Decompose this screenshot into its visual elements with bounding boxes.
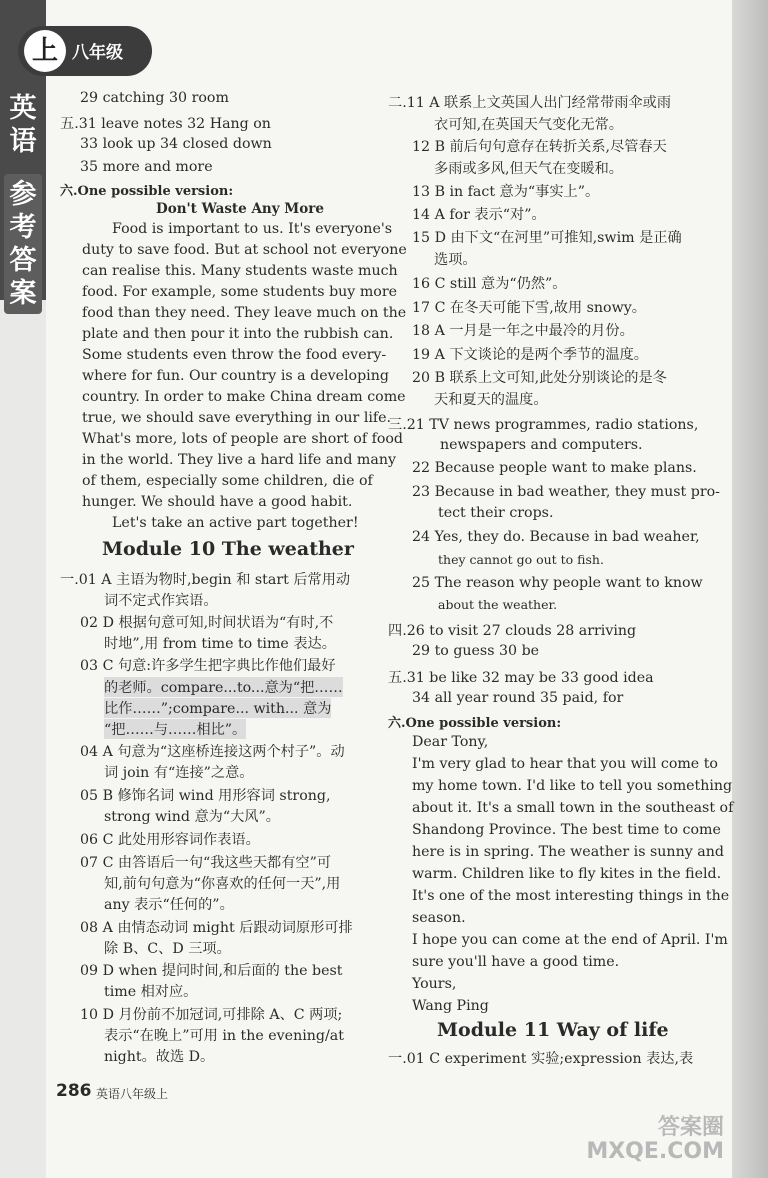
essay-line: Food is important to us. It's everyone's xyxy=(112,221,393,237)
essay-line: Let's take an active part together! xyxy=(112,515,359,531)
letter-line: sure you'll have a good time. xyxy=(412,954,620,970)
letter-line: It's one of the most interesting things in the xyxy=(412,888,730,904)
essay-line: What's more, lots of people are short of food xyxy=(82,431,403,447)
answer-label: 参 考 答 案 xyxy=(4,174,42,314)
letter-line: Yours, xyxy=(412,976,457,992)
essay-line: Some students even throw the food every- xyxy=(82,347,387,363)
answer-line: 12 B 前后句句意存在转折关系,尽管春天 xyxy=(412,139,667,155)
answer-line: tect their crops. xyxy=(438,505,554,521)
essay-line: duty to save food. But at school not everyone xyxy=(82,242,407,258)
answer-line: 词 join 有“连接”之意。 xyxy=(104,765,254,781)
answer-line: 02 D 根据句意可知,时间状语为“有时,不 xyxy=(80,615,334,631)
essay-line: plate and then pour it into the rubbish can. xyxy=(82,326,394,342)
answer-line: “把……与……相比”。 xyxy=(104,719,246,739)
answer-line: 24 Yes, they do. Because in bad weaher, xyxy=(412,529,700,545)
essay-line: country. In order to make China dream come xyxy=(82,389,406,405)
answer-line: 天和夏天的温度。 xyxy=(434,392,548,408)
answer-line: 表示“在晚上”可用 in the evening/at xyxy=(104,1028,344,1044)
book-title: 英语八年级上 xyxy=(96,1087,169,1101)
answer-line: 多雨或多风,但天气在变暖和。 xyxy=(434,161,623,177)
essay-line: food. For example, some students buy more xyxy=(82,284,398,300)
section-heading: 六.One possible version: xyxy=(60,184,234,199)
answer-line: about the weather. xyxy=(438,597,558,612)
module-title: Module 10 The weather xyxy=(102,538,354,560)
answer-line: 23 Because in bad weather, they must pro- xyxy=(412,484,720,500)
answer-line: newspapers and computers. xyxy=(440,437,643,453)
answer-line: 29 to guess 30 be xyxy=(412,643,540,659)
answer-line: 33 look up 34 closed down xyxy=(80,136,272,152)
answer-line: 08 A 由情态动词 might 后跟动词原形可排 xyxy=(80,920,353,936)
grade-circle: 上 xyxy=(24,30,66,72)
section-heading: 六.One possible version: xyxy=(388,716,562,731)
answer-line: 的老师。compare...to...意为“把…… xyxy=(104,677,343,697)
letter-line: I'm very glad to hear that you will come to xyxy=(412,756,718,772)
answer-line: time 相对应。 xyxy=(104,984,198,1000)
answer-line: 25 The reason why people want to know xyxy=(412,575,703,591)
letter-line: Shandong Province. The best time to come xyxy=(412,822,721,838)
answer-line: 二.11 A 联系上文英国人出门经常带雨伞或雨 xyxy=(388,95,672,111)
essay-line: can realise this. Many students waste much xyxy=(82,263,398,279)
answer-line: 一.01 A 主语为物时,begin 和 start 后常用动 xyxy=(60,572,351,588)
letter-line: warm. Children like to fly kites in the field. xyxy=(412,866,722,882)
answer-line: 词不定式作宾语。 xyxy=(104,593,218,609)
answer-line: 16 C still 意为“仍然”。 xyxy=(412,276,567,292)
answer-line: 14 A for 表示“对”。 xyxy=(412,207,546,223)
answer-line: 22 Because people want to make plans. xyxy=(412,460,697,476)
answer-line: 34 all year round 35 paid, for xyxy=(412,690,624,706)
letter-line: Wang Ping xyxy=(412,998,489,1014)
essay-title: Don't Waste Any More xyxy=(156,201,324,217)
answer-line: 选项。 xyxy=(434,252,477,268)
answer-line: 15 D 由下文“在河里”可推知,swim 是正确 xyxy=(412,230,682,246)
subject-label: 英 语 xyxy=(9,93,37,157)
letter-line: Dear Tony, xyxy=(412,734,489,750)
answer-line: 20 B 联系上文可知,此处分别谈论的是冬 xyxy=(412,370,667,386)
module-title: Module 11 Way of life xyxy=(437,1019,669,1041)
grade-label: 八年级 xyxy=(72,43,123,63)
answer-line: 五.31 be like 32 may be 33 good idea xyxy=(388,670,654,686)
answer-line: strong wind 意为“大风”。 xyxy=(104,809,280,825)
answer-line: 四.26 to visit 27 clouds 28 arriving xyxy=(388,623,637,639)
answer-line: 18 A 一月是一年之中最冷的月份。 xyxy=(412,323,634,339)
essay-line: where for fun. Our country is a developing xyxy=(82,368,389,384)
page-edge xyxy=(732,0,768,1178)
page-number: 286 xyxy=(56,1081,92,1101)
answer-line: 03 C 句意:许多学生把字典比作他们最好 xyxy=(80,658,336,674)
answer-line: 04 A 句意为“这座桥连接这两个村子”。动 xyxy=(80,744,345,760)
answer-line: they cannot go out to fish. xyxy=(438,552,604,567)
letter-line: about it. It's a small town in the southeast of xyxy=(412,800,734,816)
answer-line: 05 B 修饰名词 wind 用形容词 strong, xyxy=(80,788,331,804)
answer-line: 13 B in fact 意为“事实上”。 xyxy=(412,184,600,200)
essay-line: true, we should save everything in our life. xyxy=(82,410,392,426)
answer-line: 10 D 月份前不加冠词,可排除 A、C 两项; xyxy=(80,1007,343,1023)
letter-line: my home town. I'd like to tell you something xyxy=(412,778,733,794)
letter-line: I hope you can come at the end of April. I'm xyxy=(412,932,728,948)
answer-line: 一.01 C experiment 实验;expression 表达,表 xyxy=(388,1051,694,1067)
answer-line: night。故选 D。 xyxy=(104,1049,215,1065)
answer-line: 09 D when 提问时间,和后面的 the best xyxy=(80,963,343,979)
answer-line: 29 catching 30 room xyxy=(80,90,229,106)
essay-line: food than they need. They leave much on the xyxy=(82,305,407,321)
answer-line: 知,前句句意为“你喜欢的任何一天”,用 xyxy=(104,876,341,892)
letter-line: here is in spring. The weather is sunny and xyxy=(412,844,724,860)
answer-line: 三.21 TV news programmes, radio stations, xyxy=(388,417,699,433)
watermark: 答案圈 MXQE.COM xyxy=(586,1115,724,1164)
answer-line: any 表示“任何的”。 xyxy=(104,897,234,913)
answer-line: 衣可知,在英国天气变化无常。 xyxy=(434,117,623,133)
answer-line: 35 more and more xyxy=(80,159,213,175)
essay-line: of them, especially some children, die of xyxy=(82,473,373,489)
answer-line: 19 A 下文谈论的是两个季节的温度。 xyxy=(412,347,648,363)
essay-line: hunger. We should have a good habit. xyxy=(82,494,353,510)
answer-line: 比作……”;compare... with... 意为 xyxy=(104,698,331,718)
answer-line: 五.31 leave notes 32 Hang on xyxy=(60,116,271,132)
answer-line: 07 C 由答语后一句“我这些天都有空”可 xyxy=(80,855,332,871)
answer-line: 06 C 此处用形容词作表语。 xyxy=(80,832,260,848)
letter-line: season. xyxy=(412,910,466,926)
answer-line: 时地”,用 from time to time 表达。 xyxy=(104,636,336,652)
answer-line: 17 C 在冬天可能下雪,故用 snowy。 xyxy=(412,300,646,316)
answer-line: 除 B、C、D 三项。 xyxy=(104,941,231,957)
essay-line: in the world. They live a hard life and many xyxy=(82,452,396,468)
